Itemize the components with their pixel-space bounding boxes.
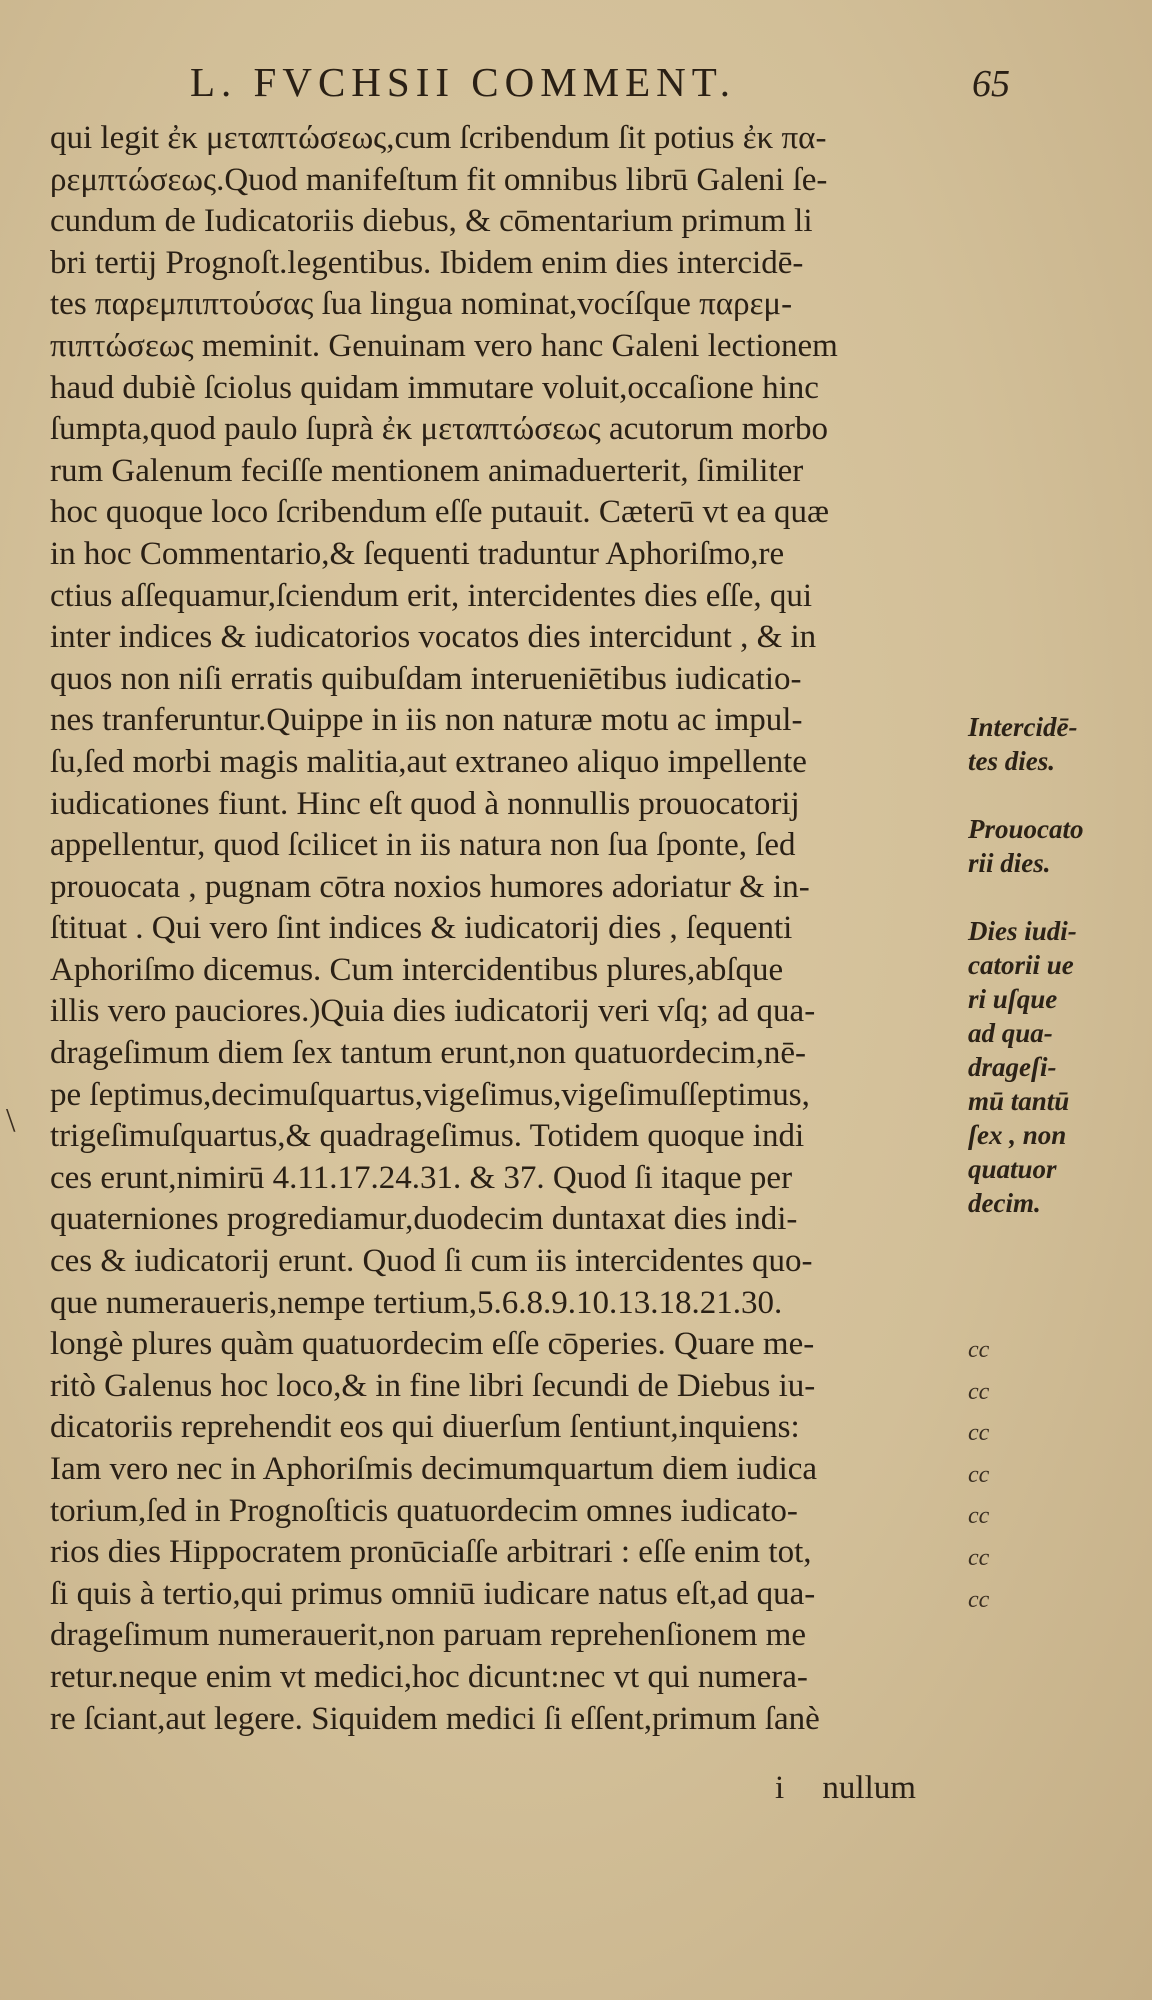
margin-note-line: Prouocato — [968, 814, 1084, 844]
text-line: torium,ſed in Prognoſticis quatuordecim omnes iudicato- — [50, 1492, 798, 1529]
text-line: bri tertij Prognoſt.legentibus. Ibidem enim dies intercidē- — [50, 244, 804, 281]
margin-note-line: ri uſque — [968, 984, 1058, 1014]
margin-note-line: Intercidē- — [968, 712, 1078, 742]
margin-note-line: Dies iudi- — [968, 916, 1077, 946]
margin-note-line: decim. — [968, 1188, 1041, 1218]
text-line: quos non niſi erratis quibuſdam interueniētibus iudicatio- — [50, 660, 802, 697]
text-line: re ſciant,aut legere. Siquidem medici ſi eſſent,primum ſanè — [50, 1700, 820, 1737]
text-line: ces erunt,nimirū 4.11.17.24.31. & 37. Quod ſi itaque per — [50, 1159, 793, 1196]
page-number: 65 — [972, 63, 1010, 105]
text-line: πιπτώσεως meminit. Genuinam vero hanc Galeni lectionem — [50, 327, 838, 364]
text-line: iudicationes fiunt. Hinc eſt quod à nonnullis prouocatorij — [50, 785, 800, 822]
text-line: pe ſeptimus,decimuſquartus,vigeſimus,vigeſimuſſeptimus, — [50, 1076, 810, 1113]
margin-note-line: drageſi- — [968, 1052, 1057, 1082]
margin-note-line — [968, 880, 1148, 914]
running-head: L. FVCHSII COMMENT. — [190, 59, 737, 105]
quotation-marks-column — [968, 1330, 1008, 1621]
text-line: que numeraueris,nempe tertium,5.6.8.9.10.13.18.21.30. — [50, 1284, 783, 1321]
text-line: ces & iudicatorij erunt. Quod ſi cum iis intercidentes quo- — [50, 1243, 813, 1280]
margin-note-line: quatuor — [968, 1154, 1057, 1184]
catchword: i nullum — [775, 1770, 916, 1806]
text-line: rum Galenum feciſſe mentionem animaduerterit, ſimiliter — [50, 452, 804, 489]
text-line: tes παρεμπιπτούσας ſua lingua nominat,vocíſque παρεμ- — [50, 286, 793, 323]
margin-note-line: mū tantū — [968, 1086, 1070, 1116]
text-line: rios dies Hippocratem pronūciaſſe arbitrari : eſſe enim tot, — [50, 1534, 812, 1571]
text-line: qui legit ἐκ μεταπτώσεως,cum ſcribendum ſit potius ἐκ πα- — [50, 120, 827, 156]
quote-mark: cc — [968, 1420, 990, 1447]
quote-mark: cc — [968, 1503, 990, 1530]
text-line: ſi quis à tertio,qui primus omniū iudicare natus eſt,ad qua- — [50, 1575, 816, 1612]
margin-note-line — [968, 778, 1148, 812]
text-line: quaterniones progrediamur,duodecim duntaxat dies indi- — [50, 1201, 798, 1238]
text-line: Iam vero nec in Aphoriſmis decimumquartum diem iudica — [50, 1451, 818, 1487]
text-line: ρεμπτώσεως.Quod manifeſtum fit omnibus librū Galeni ſe- — [50, 161, 828, 198]
text-line: Aphoriſmo dicemus. Cum intercidentibus plures,abſque — [50, 951, 784, 988]
text-line: prouocata , pugnam cōtra noxios humores adoriatur & in- — [50, 868, 810, 905]
quote-mark: cc — [968, 1378, 990, 1405]
text-line: drageſimum diem ſex tantum erunt,non quatuordecim,nē- — [50, 1035, 807, 1072]
text-line: nes tranferuntur.Quippe in iis non naturæ motu ac impul- — [50, 702, 803, 739]
text-line: in hoc Commentario,& ſequenti traduntur Aphoriſmo,re — [50, 535, 785, 572]
text-line: drageſimum numerauerit,non paruam reprehenſionem me — [50, 1617, 806, 1654]
text-line: hoc quoque loco ſcribendum eſſe putauit. Cæterū vt ea quæ — [50, 494, 829, 531]
text-line: appellentur, quod ſcilicet in iis natura non ſua ſponte, ſed — [50, 827, 796, 864]
text-line: ctius aſſequamur,ſciendum erit, intercidentes dies eſſe, qui — [50, 577, 813, 614]
quote-mark: cc — [968, 1461, 990, 1488]
margin-note-line: ad qua- — [968, 1018, 1053, 1048]
quote-mark: cc — [968, 1337, 990, 1363]
text-line: ſumpta,quod paulo ſuprà ἐκ μεταπτώσεως acutorum morbo — [50, 411, 828, 448]
quote-mark: cc — [968, 1544, 990, 1571]
text-line: retur.neque enim vt medici,hoc dicunt:nec vt qui numera- — [50, 1658, 808, 1695]
margin-note-line: rii dies. — [968, 848, 1051, 878]
text-line: haud dubiè ſciolus quidam immutare voluit,occaſione hinc — [50, 369, 819, 406]
text-line: cundum de Iudicatoriis diebus, & cōmentarium primum li — [50, 203, 813, 240]
main-text-block — [50, 118, 970, 1740]
marginal-notes — [968, 710, 1148, 1220]
text-line: ſtituat . Qui vero ſint indices & iudicatorij dies , ſequenti — [50, 910, 793, 947]
text-line: inter indices & iudicatorios vocatos dies intercidunt , & in — [50, 619, 817, 656]
text-line: dicatoriis reprehendit eos qui diuerſum ſentiunt,inquiens: — [50, 1409, 800, 1446]
margin-note-line: catorii ue — [968, 950, 1074, 980]
text-line: trigeſimuſquartus,& quadrageſimus. Totidem quoque indi — [50, 1118, 805, 1155]
text-line: illis vero pauciores.)Quia dies iudicatorij veri vſq; ad qua- — [50, 993, 816, 1030]
text-line: longè plures quàm quatuordecim eſſe cōperies. Quare me- — [50, 1326, 815, 1363]
stray-mark: \ — [6, 1102, 16, 1139]
quote-mark: cc — [968, 1586, 990, 1613]
text-line: ſu,ſed morbi magis malitia,aut extraneo aliquo impellente — [50, 743, 807, 780]
margin-note-line: tes dies. — [968, 746, 1055, 776]
text-line: ritò Galenus hoc loco,& in fine libri ſecundi de Diebus iu- — [50, 1367, 816, 1404]
margin-note-line: ſex , non — [968, 1120, 1067, 1150]
